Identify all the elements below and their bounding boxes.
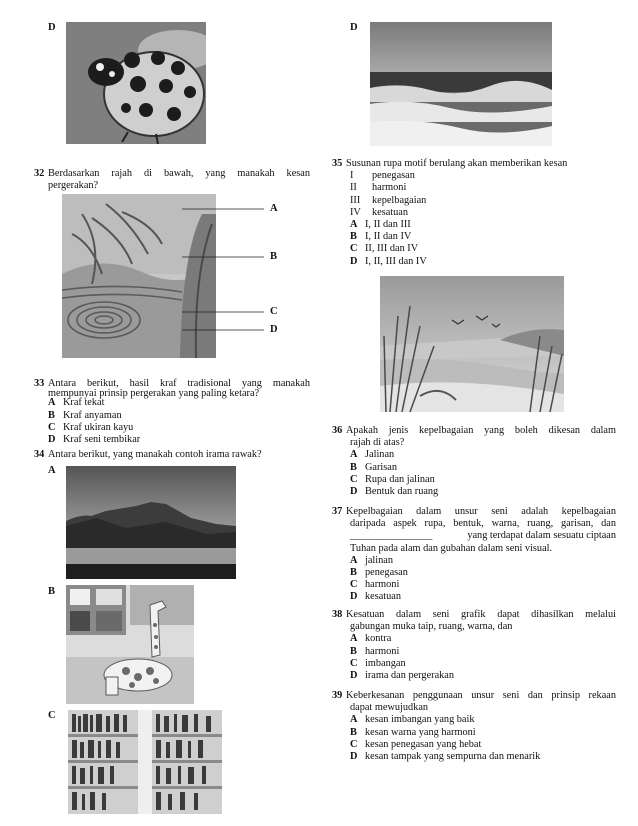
answer-option[interactable]: C II, III dan IV	[350, 243, 419, 255]
sea-waves-photo	[370, 22, 552, 146]
question-text: Keberkesanan penggunaan unsur seni dan prinsip rekaan	[346, 690, 616, 701]
answer-option[interactable]: D I, II, III dan IV	[350, 255, 427, 267]
answer-option[interactable]: C kesan penegasan yang hebat	[350, 738, 482, 750]
option-label-c[interactable]: C	[48, 710, 56, 721]
question-text: rajah di atas?	[350, 437, 405, 449]
question-text: ________________ yang terdapat dalam sesuatu ciptaan	[350, 530, 616, 542]
answer-option[interactable]: B Kraf anyaman	[48, 409, 122, 421]
question-number: 33	[34, 378, 45, 389]
question-text: Apakah jenis kepelbagaian yang boleh dikesan dalam	[346, 425, 616, 436]
answer-option[interactable]: B I, II dan IV	[350, 231, 412, 243]
question-text: Kepelbagaian dalam unsur seni adalah kepelbagaian	[346, 506, 616, 517]
question-35	[332, 158, 616, 268]
diagram-label-a: A	[270, 203, 278, 214]
question-number: 34	[34, 449, 45, 460]
roman-item: IV kesatuan	[350, 206, 409, 218]
bookshelf-photo[interactable]	[68, 710, 222, 814]
giraffe-photo[interactable]	[66, 585, 194, 704]
question-text: pergerakan?	[48, 180, 99, 192]
question-38	[332, 609, 616, 682]
option-label-b[interactable]: B	[48, 586, 56, 597]
roman-item: II harmoni	[350, 182, 407, 194]
question-text: Antara berikut, yang manakah contoh irama rawak?	[48, 449, 262, 460]
leader-lines	[180, 200, 270, 340]
answer-option[interactable]: D kesatuan	[350, 591, 402, 603]
question-34	[34, 449, 310, 461]
answer-option[interactable]: A Jalinan	[350, 449, 395, 461]
diagram-label-d: D	[270, 324, 278, 335]
ladybug-photo	[66, 22, 206, 144]
question-number: 38	[332, 609, 343, 620]
answer-option[interactable]: B harmoni	[350, 645, 400, 657]
answer-option[interactable]: D Kraf seni tembikar	[48, 434, 141, 446]
question-text: Berdasarkan rajah di bawah, yang manakah kesan	[48, 168, 310, 179]
answer-option[interactable]: D irama dan pergerakan	[350, 670, 455, 682]
answer-option[interactable]: C Kraf ukiran kayu	[48, 421, 134, 433]
question-39	[332, 690, 616, 763]
mountain-photo[interactable]	[66, 466, 236, 579]
question-text: dapat mewujudkan	[350, 702, 429, 714]
question-text: Antara berikut, hasil kraf tradisional yang manakah	[48, 378, 310, 389]
answer-option[interactable]: B kesan warna yang harmoni	[350, 726, 476, 738]
answer-option[interactable]: A kontra	[350, 633, 392, 645]
option-label-a[interactable]: A	[48, 465, 56, 476]
answer-option[interactable]: C imbangan	[350, 657, 406, 669]
question-33	[34, 378, 310, 446]
question-36	[332, 425, 616, 498]
question-text: Kesatuan dalam seni grafik dapat dihasilkan melalui	[346, 609, 616, 620]
answer-option[interactable]: C Rupa dan jalinan	[350, 473, 435, 485]
question-number: 37	[332, 506, 343, 517]
question-number: 35	[332, 158, 343, 169]
answer-option[interactable]: C harmoni	[350, 579, 400, 591]
question-number: 32	[34, 168, 45, 179]
diagram-label-b: B	[270, 251, 278, 262]
question-37	[332, 506, 616, 604]
question-text: Tuhan pada alam dan gubahan dalam seni visual.	[350, 542, 553, 554]
answer-option[interactable]: A jalinan	[350, 554, 394, 566]
question-text: mempunyai prinsip pergerakan yang paling ketara?	[48, 388, 260, 400]
answer-option[interactable]: D Bentuk dan ruang	[350, 486, 439, 498]
answer-option[interactable]: B Garisan	[350, 461, 398, 473]
question-number: 39	[332, 690, 343, 701]
diagram-label-c: C	[270, 306, 278, 317]
question-number: 36	[332, 425, 343, 436]
answer-blank: ________________	[350, 530, 433, 542]
question-text: Susunan rupa motif berulang akan memberikan kesan	[346, 158, 568, 169]
option-label-d: D	[48, 22, 56, 33]
answer-option[interactable]: B penegasan	[350, 567, 408, 579]
roman-item: I penegasan	[350, 170, 415, 182]
beach-painting	[380, 276, 564, 412]
roman-item: III kepelbagaian	[350, 194, 427, 206]
question-32	[34, 168, 310, 192]
question-text: gabungan muka taip, ruang, warna, dan	[350, 621, 513, 633]
question-text: daripada aspek rupa, bentuk, warna, ruang, garisan, dan	[350, 518, 616, 530]
answer-option[interactable]: A I, II dan III	[350, 219, 411, 231]
option-label-d: D	[350, 22, 358, 33]
answer-option[interactable]: A Kraf tekat	[48, 397, 105, 409]
answer-option[interactable]: D kesan tampak yang sempurna dan menarik	[350, 751, 541, 763]
answer-option[interactable]: A kesan imbangan yang baik	[350, 714, 475, 726]
